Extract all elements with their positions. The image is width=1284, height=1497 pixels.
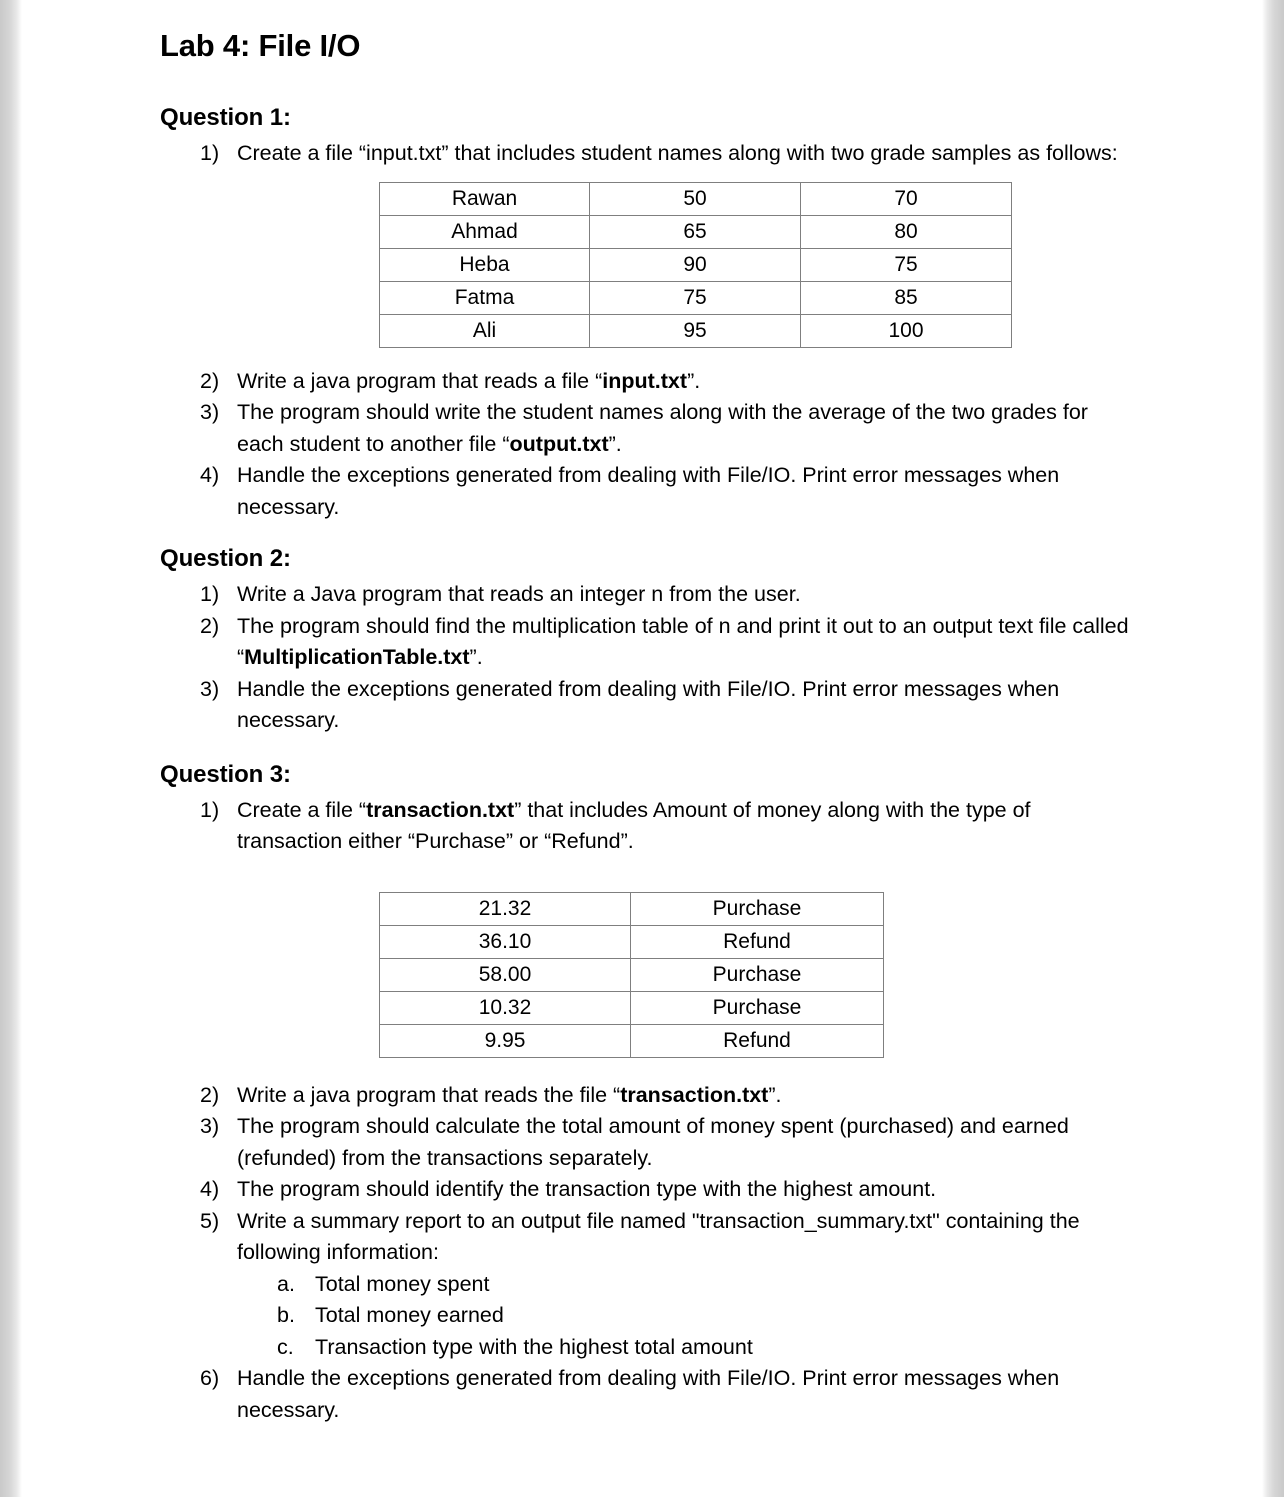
table-cell-type: Refund <box>631 1024 884 1057</box>
list-text <box>237 798 1031 854</box>
plain-text: ”. <box>469 645 483 669</box>
list-text <box>237 677 1059 733</box>
emphasis-text: output.txt <box>509 431 609 456</box>
list-marker: 2) <box>200 1082 220 1107</box>
list-text <box>237 1114 1069 1170</box>
table-cell-name: Ahmad <box>380 215 590 248</box>
table-cell-name: Ali <box>380 314 590 347</box>
table-cell-name: Fatma <box>380 281 590 314</box>
question-3-item-list-final <box>160 1363 1130 1426</box>
list-marker: 1) <box>200 582 220 606</box>
list-item <box>160 795 1130 858</box>
table-cell-amount: 21.32 <box>380 892 631 925</box>
list-marker: 3) <box>200 676 220 701</box>
plain-text: Handle the exceptions generated from dealing with File/IO. Print error messages when necessary. <box>237 1366 1060 1422</box>
emphasis-text: transaction.txt <box>366 797 515 822</box>
spacer <box>160 1066 1130 1080</box>
plain-text: Create a file “input.txt” that includes student names along with two grade samples as follows: <box>237 141 1118 165</box>
plain-text: Write a java program that reads the file “ <box>237 1082 621 1107</box>
table-cell-grade1: 90 <box>590 248 801 281</box>
list-text <box>237 369 700 393</box>
plain-text: ”. <box>608 431 622 456</box>
list-text <box>237 463 1059 519</box>
list-item <box>160 1269 1130 1301</box>
list-marker: 2) <box>200 368 220 393</box>
table-cell-amount: 58.00 <box>380 958 631 991</box>
section-question-2 <box>160 545 1130 737</box>
table-cell-type: Purchase <box>631 991 884 1024</box>
table-cell-grade2: 70 <box>801 182 1012 215</box>
list-text: Total money spent <box>315 1271 490 1296</box>
table-row <box>380 892 884 925</box>
list-item <box>160 397 1130 460</box>
table-row <box>380 958 884 991</box>
transactions-table <box>379 892 884 1058</box>
question-3-item-list-continued <box>160 1080 1130 1269</box>
plain-text: The program should identify the transaction type with the highest amount. <box>237 1177 937 1201</box>
table-cell-grade2: 75 <box>801 248 1012 281</box>
list-item <box>160 1111 1130 1174</box>
list-marker: 6) <box>200 1366 220 1390</box>
plain-text: ” that includes Amount of money along with the type of transaction either “Purchase” or “Refund”. <box>237 797 1031 853</box>
plain-text: Write a summary report to an output file named "transaction_summary.txt" containing the following information: <box>237 1208 1080 1264</box>
plain-text: Write a Java program that reads an integer n from the user. <box>237 582 801 606</box>
table-row <box>380 314 1012 347</box>
grades-table-wrapper <box>160 170 1130 352</box>
question-3-item-list <box>160 795 1130 858</box>
list-text <box>237 614 1129 670</box>
section-question-1 <box>160 104 1130 523</box>
list-text <box>237 400 1088 456</box>
list-marker: a. <box>277 1271 295 1296</box>
transactions-table-wrapper <box>160 858 1130 1066</box>
table-cell-type: Refund <box>631 925 884 958</box>
emphasis-text: transaction.txt <box>620 1082 769 1107</box>
grades-table-body <box>380 182 1012 347</box>
table-cell-grade1: 95 <box>590 314 801 347</box>
table-cell-name: Rawan <box>380 182 590 215</box>
plain-text: The program should write the student names along with the average of the two grades for each student to another file “ <box>237 400 1088 456</box>
emphasis-text: input.txt <box>602 368 688 393</box>
list-marker: c. <box>277 1334 294 1359</box>
table-cell-type: Purchase <box>631 958 884 991</box>
table-row <box>380 925 884 958</box>
list-item <box>160 611 1130 674</box>
question-1-item-list <box>160 138 1130 170</box>
list-item <box>160 579 1130 611</box>
table-cell-amount: 36.10 <box>380 925 631 958</box>
list-item <box>160 1174 1130 1206</box>
list-item <box>160 1332 1130 1364</box>
plain-text: Handle the exceptions generated from dealing with File/IO. Print error messages when necessary. <box>237 463 1060 519</box>
table-cell-grade1: 50 <box>590 182 801 215</box>
list-marker: 3) <box>200 400 220 424</box>
list-item <box>160 1300 1130 1332</box>
list-text: Transaction type with the highest total amount <box>315 1334 753 1359</box>
table-row <box>380 1024 884 1057</box>
list-text <box>237 1366 1059 1422</box>
list-marker: 4) <box>200 1177 220 1201</box>
table-cell-grade1: 75 <box>590 281 801 314</box>
list-item <box>160 1206 1130 1269</box>
table-cell-amount: 9.95 <box>380 1024 631 1057</box>
plain-text: The program should find the multiplication table of n and print it out to an output text file called “ <box>237 613 1129 669</box>
plain-text: ”. <box>768 1082 782 1107</box>
table-cell-grade2: 85 <box>801 281 1012 314</box>
table-row <box>380 281 1012 314</box>
table-row <box>380 182 1012 215</box>
section-question-3 <box>160 761 1130 1427</box>
list-text <box>237 1177 936 1201</box>
page-title: Lab 4: File I/O <box>160 28 361 63</box>
table-row <box>380 248 1012 281</box>
list-text <box>237 582 801 606</box>
spacer <box>160 352 1130 366</box>
table-cell-type: Purchase <box>631 892 884 925</box>
list-marker: 5) <box>200 1208 220 1233</box>
list-text <box>237 1209 1080 1265</box>
table-row <box>380 991 884 1024</box>
list-item <box>160 674 1130 737</box>
list-item <box>160 1080 1130 1112</box>
table-cell-amount: 10.32 <box>380 991 631 1024</box>
table-cell-grade2: 100 <box>801 314 1012 347</box>
transactions-table-body <box>380 892 884 1057</box>
plain-text: ”. <box>687 368 701 393</box>
list-marker: b. <box>277 1303 295 1327</box>
question-2-heading: Question 2: <box>160 545 291 572</box>
plain-text: Create a file “ <box>237 797 367 822</box>
question-3-heading: Question 3: <box>160 760 291 788</box>
list-item <box>160 1363 1130 1426</box>
question-3-subitem-list <box>160 1269 1130 1364</box>
table-cell-grade2: 80 <box>801 215 1012 248</box>
document-body <box>160 104 1130 1448</box>
list-text <box>237 1083 781 1107</box>
list-text <box>237 141 1118 165</box>
list-item <box>160 138 1130 170</box>
list-marker: 4) <box>200 463 220 487</box>
list-marker: 1) <box>200 797 220 822</box>
table-row <box>380 215 1012 248</box>
list-marker: 2) <box>200 613 220 638</box>
question-1-heading: Question 1: <box>160 104 291 131</box>
list-item <box>160 460 1130 523</box>
emphasis-text: MultiplicationTable.txt <box>244 645 470 669</box>
question-1-item-list-continued <box>160 366 1130 524</box>
table-cell-grade1: 65 <box>590 215 801 248</box>
list-text: Total money earned <box>315 1303 504 1327</box>
list-item <box>160 366 1130 398</box>
grades-table <box>379 182 1012 348</box>
plain-text: Handle the exceptions generated from dealing with File/IO. Print error messages when necessary. <box>237 676 1060 732</box>
list-marker: 1) <box>200 141 220 165</box>
list-marker: 3) <box>200 1114 220 1138</box>
plain-text: Write a java program that reads a file “ <box>237 368 603 393</box>
plain-text: The program should calculate the total amount of money spent (purchased) and earned (refunded) from the transactions separately. <box>237 1114 1069 1170</box>
question-2-item-list <box>160 579 1130 737</box>
table-cell-name: Heba <box>380 248 590 281</box>
